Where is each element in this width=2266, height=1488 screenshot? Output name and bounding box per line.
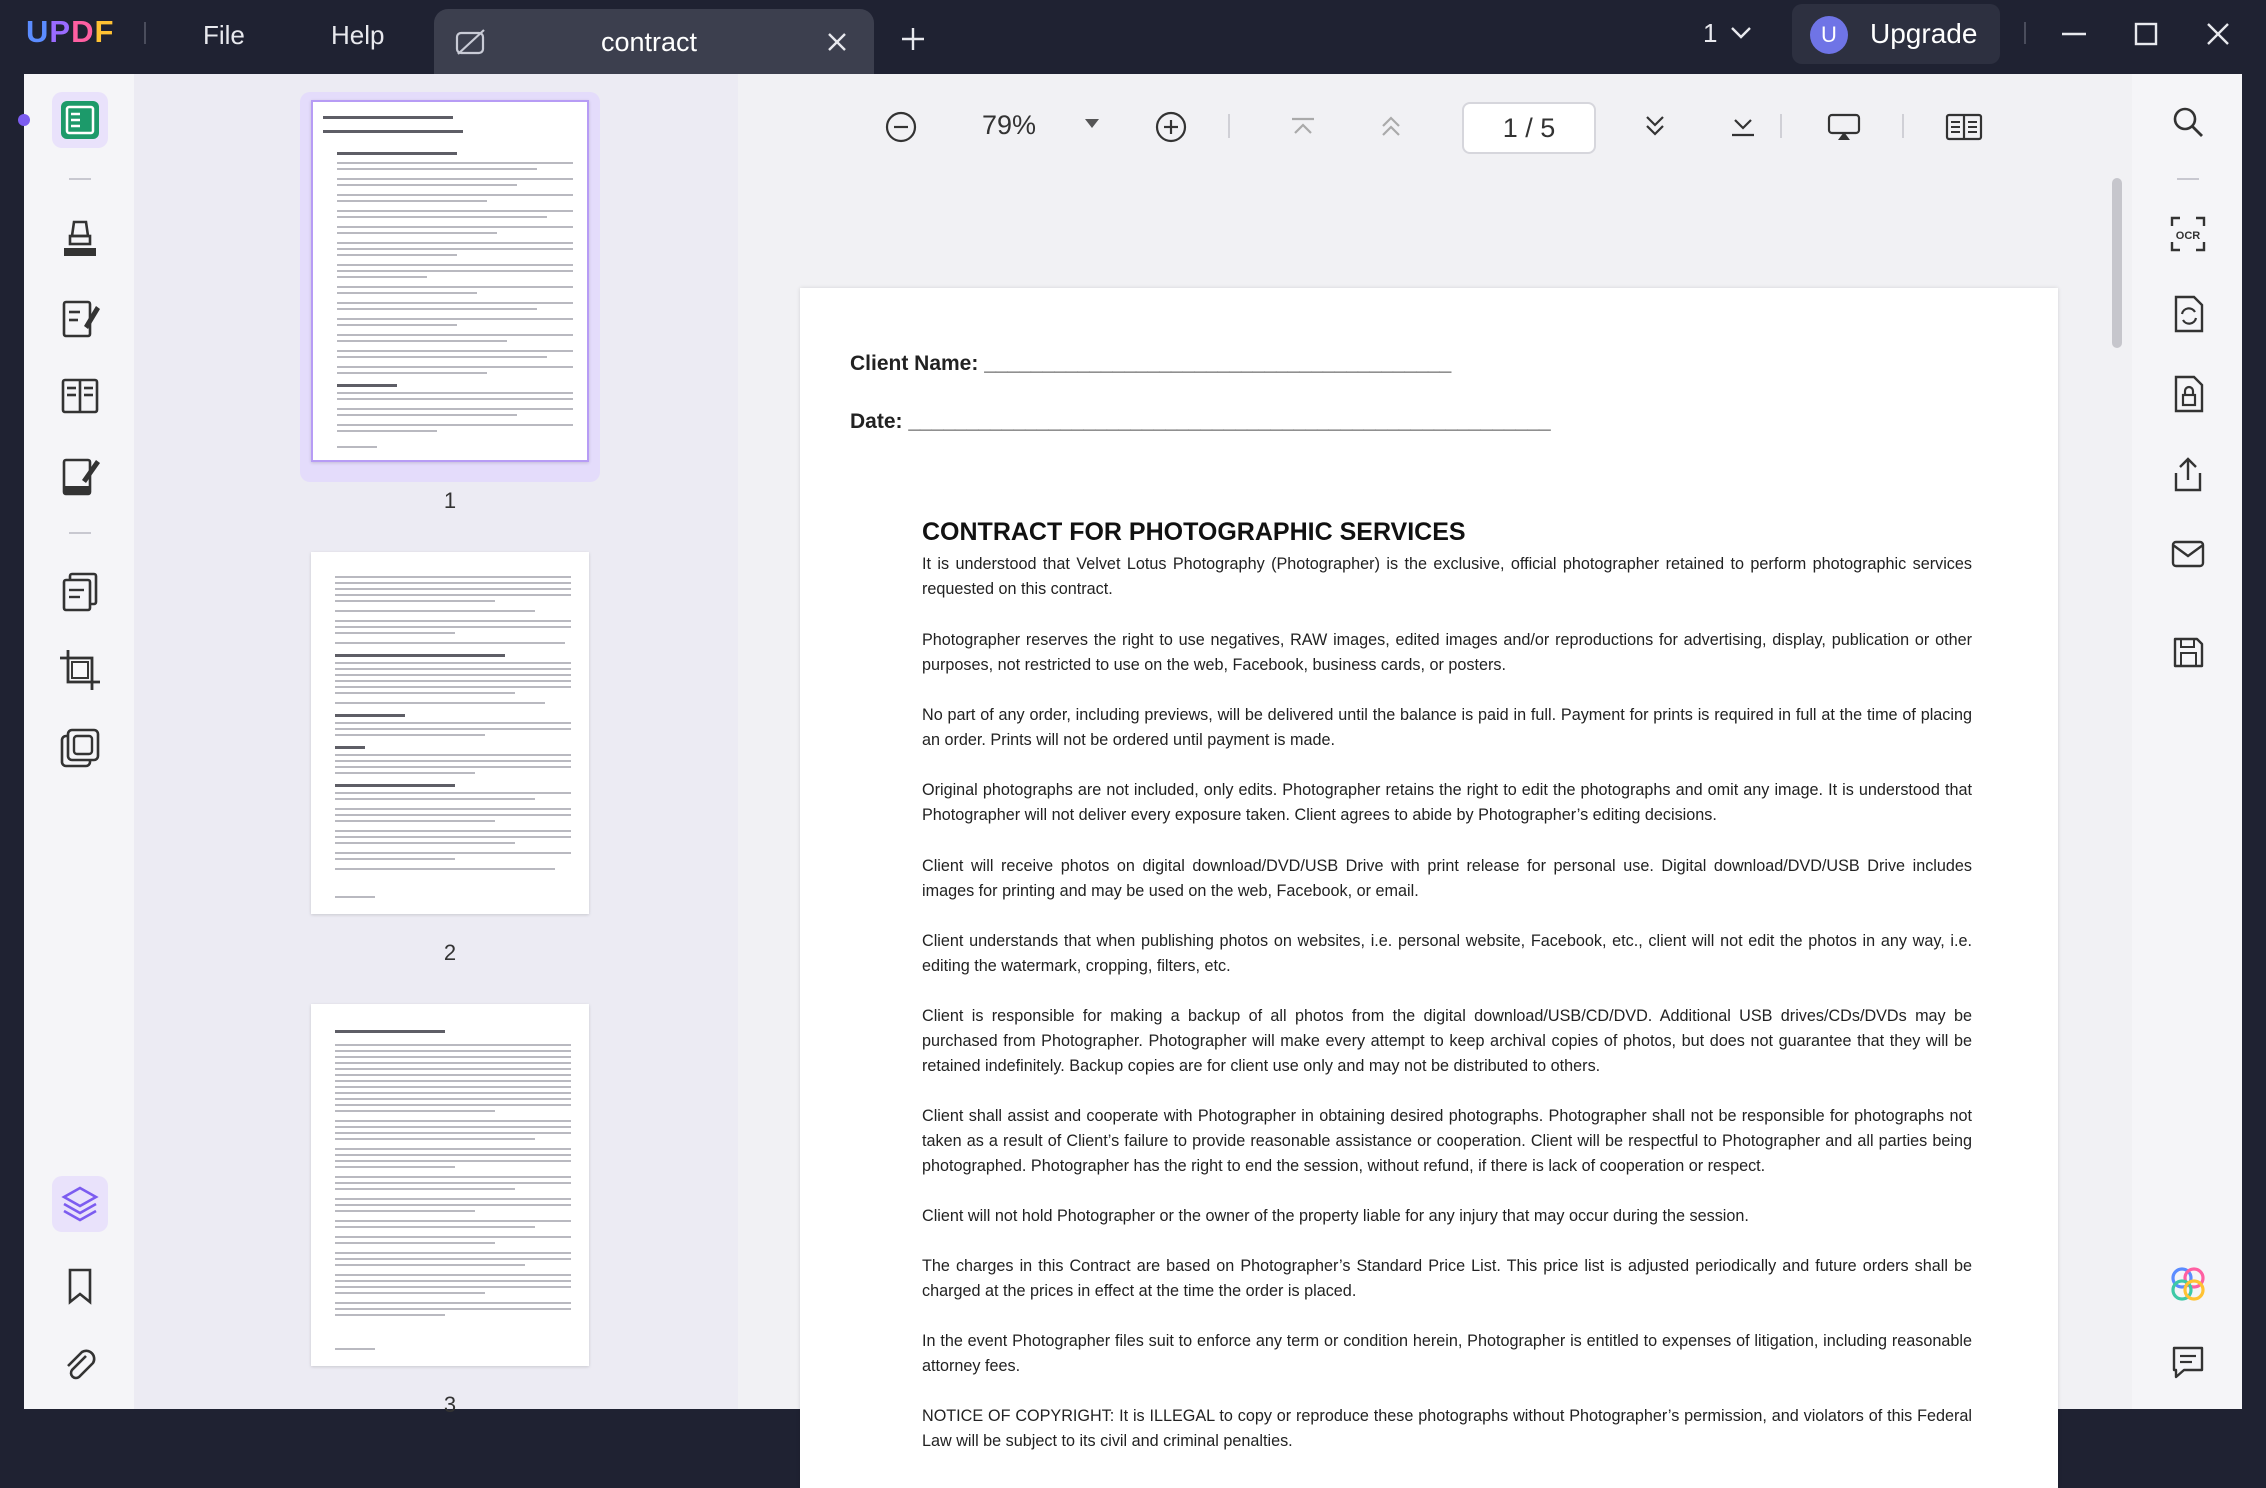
save-icon (2171, 635, 2205, 669)
email-icon (2170, 538, 2206, 570)
last-page-icon[interactable] (1728, 114, 1758, 140)
attachment-button[interactable] (52, 1338, 108, 1394)
thumbnail-label: 1 (443, 488, 457, 513)
share-button[interactable] (2166, 452, 2210, 496)
paragraph: Client understands that when publishing photos on websites, i.e. personal website, Facebook, etc., client will not edit the photos in any way, i.e. editing the watermark, cropping, filters, etc. (922, 932, 1972, 975)
protect-icon (2170, 374, 2206, 414)
previous-page-icon[interactable] (1376, 112, 1406, 140)
avatar: U (1810, 16, 1848, 54)
rail-separator (69, 178, 91, 180)
next-page-icon[interactable] (1640, 112, 1670, 140)
paragraph: In the event Photographer files suit to enforce any term or condition herein, Photographer is entitled to expenses of litigation, including reasonable attorney fees. (922, 1332, 1972, 1375)
zoom-in-icon[interactable] (1154, 110, 1188, 144)
convert-button[interactable] (2166, 292, 2210, 336)
updf-logo[interactable]: UPDF (26, 14, 115, 49)
left-tool-rail (24, 74, 134, 1409)
thumbnail-frame (300, 996, 600, 1386)
zoom-dropdown-icon[interactable] (1082, 116, 1102, 132)
paragraph: Client will receive photos on digital download/DVD/USB Drive with print release for personal use. Digital download/DVD/USB Drive includes images for printing and may be used on the web, Facebook, or email. (922, 857, 1972, 900)
fill-sign-icon (58, 454, 102, 498)
page-layout-icon (58, 374, 102, 418)
client-name-field: Client Name: ________________________________________ (850, 352, 1452, 375)
window-count[interactable]: 1 (1703, 18, 1718, 48)
vertical-scrollbar[interactable] (2112, 178, 2122, 348)
date-field: Date: _______________________________________________________ (850, 410, 1551, 433)
paragraph: Client will not hold Photographer or the owner of the property liable for any injury that may occur during the session. (922, 1207, 1749, 1225)
zoom-out-icon[interactable] (884, 110, 918, 144)
document-tab[interactable] (434, 9, 874, 75)
bookmark-icon (62, 1266, 98, 1306)
tab-title: contract (600, 27, 698, 57)
paragraph: Client is responsible for making a backup of all photos from the digital download/USB/CD/DVD. Additional USB drives/CDs/DVDs may be purchased from Photographer. Photographer will make every attempt to keep archival copies of photos, but does not guarantee that they will be retained indefinitely. Backup copies are for client use only and may not be distributed to others. (922, 1007, 1972, 1075)
page-layout-button[interactable] (52, 368, 108, 424)
protect-button[interactable] (2166, 372, 2210, 416)
search-icon (2170, 104, 2206, 140)
minimize-icon[interactable] (2058, 18, 2090, 50)
thumbnail-frame (300, 92, 600, 482)
rail-separator (69, 532, 91, 534)
organize-pages-icon (58, 570, 102, 614)
thumbnail-preview (311, 100, 589, 462)
close-window-icon[interactable] (2202, 18, 2234, 50)
paragraph: Original photographs are not included, only edits. Photographer retains the right to edit the photographs and omit any image. It is understood that Photographer will not deliver every exposure taken. Client agrees to abide by Photographer’s editing decisions. (922, 781, 1972, 824)
email-button[interactable] (2166, 532, 2210, 576)
close-tab-icon[interactable] (824, 29, 850, 55)
upgrade-button[interactable] (1792, 4, 2000, 64)
layers-icon (60, 1184, 100, 1224)
right-tool-rail (2132, 74, 2242, 1409)
toolbar-separator (1902, 114, 1904, 138)
new-tab-icon[interactable] (898, 24, 928, 54)
crop-icon (58, 648, 102, 692)
organize-pages-button[interactable] (52, 564, 108, 620)
ocr-button[interactable] (2166, 212, 2210, 256)
edit-off-icon (454, 27, 488, 57)
batch-button[interactable] (52, 720, 108, 776)
first-page-icon[interactable] (1288, 114, 1318, 140)
title-bar (0, 0, 2266, 74)
paragraph: No part of any order, including previews, will be delivered until the balance is paid in full. Payment for prints is required in full at the time of placing an order. Prints will not be ordered until payment is made. (922, 706, 1972, 749)
title-separator (2024, 22, 2026, 44)
document-heading: CONTRACT FOR PHOTOGRAPHIC SERVICES (922, 518, 1466, 546)
thumbnail-preview (311, 1004, 589, 1366)
batch-icon (58, 726, 102, 770)
ai-assistant-icon (2168, 1264, 2208, 1304)
upgrade-label: Upgrade (1870, 18, 1978, 49)
reader-button[interactable] (52, 92, 108, 148)
share-icon (2170, 455, 2206, 493)
paragraph: Photographer reserves the right to use negatives, RAW images, edited images and/or reproductions for advertising, display, publication or other purposes, not restricted to use on the web, Facebook, business cards, or posters. (922, 631, 1972, 674)
edit-pdf-icon (58, 296, 102, 340)
svg-text:OCR: OCR (2175, 230, 2201, 242)
thumbnail-label: 3 (443, 1392, 457, 1417)
fill-sign-button[interactable] (52, 448, 108, 504)
comment-icon (2170, 1344, 2206, 1380)
attachment-icon (60, 1346, 100, 1386)
toolbar-separator (1228, 114, 1230, 138)
highlighter-button[interactable] (52, 210, 108, 266)
thumbnail-panel (134, 74, 738, 1417)
paragraph: The charges in this Contract are based on Photographer’s Standard Price List. This price list is adjusted periodically and future orders shall be charged at the prices in effect at the time the order is placed. (922, 1257, 1972, 1300)
maximize-icon[interactable] (2130, 18, 2162, 50)
zoom-level[interactable]: 79% (982, 110, 1037, 140)
paragraph: Client shall assist and cooperate with Photographer in obtaining desired photographs. Photographer shall not be responsible for photographs not taken as a result of Client’s failure to provide reasonable assistance or cooperation. Client will be respectful to Photographer and all parties being photographed. Photographer has the right to end the session, without refund, if there is lack of cooperation or respect. (922, 1107, 1972, 1175)
bookmark-button[interactable] (52, 1258, 108, 1314)
page-number-input[interactable]: 1 / 5 (1462, 102, 1596, 154)
menu-help[interactable]: Help (331, 20, 385, 50)
ocr-icon (2169, 215, 2207, 253)
rail-indicator (18, 114, 30, 126)
rail-separator (2177, 178, 2199, 180)
convert-icon (2170, 294, 2206, 334)
comment-button[interactable] (2166, 1340, 2210, 1384)
edit-pdf-button[interactable] (52, 290, 108, 346)
highlighter-icon (58, 216, 102, 260)
layers-button[interactable] (52, 1176, 108, 1232)
save-button[interactable] (2166, 630, 2210, 674)
toolbar-separator (1780, 114, 1782, 138)
slideshow-icon[interactable] (1826, 112, 1862, 142)
thumbnail-preview (311, 552, 589, 914)
crop-button[interactable] (52, 642, 108, 698)
paragraph: NOTICE OF COPYRIGHT: It is ILLEGAL to copy or reproduce these photographs without Photographer’s permission, and violators of this Federal Law will be subject to its civil and criminal penalties. (922, 1407, 1972, 1450)
title-separator (144, 22, 146, 44)
thumbnail-label: 2 (443, 940, 457, 965)
thumbnail-frame (300, 544, 600, 934)
reader-icon (58, 98, 102, 142)
chevron-down-icon[interactable] (1729, 24, 1753, 42)
menu-file[interactable]: File (203, 20, 245, 50)
search-button[interactable] (2166, 100, 2210, 144)
ai-assistant-button[interactable] (2166, 1262, 2210, 1306)
two-page-view-icon[interactable] (1944, 112, 1984, 142)
app-area (24, 74, 2242, 1450)
paragraph: It is understood that Velvet Lotus Photography (Photographer) is the exclusive, official photographer retained to perform photographic services requested on this contract. (922, 555, 1972, 598)
pdf-page[interactable] (800, 288, 2058, 1488)
